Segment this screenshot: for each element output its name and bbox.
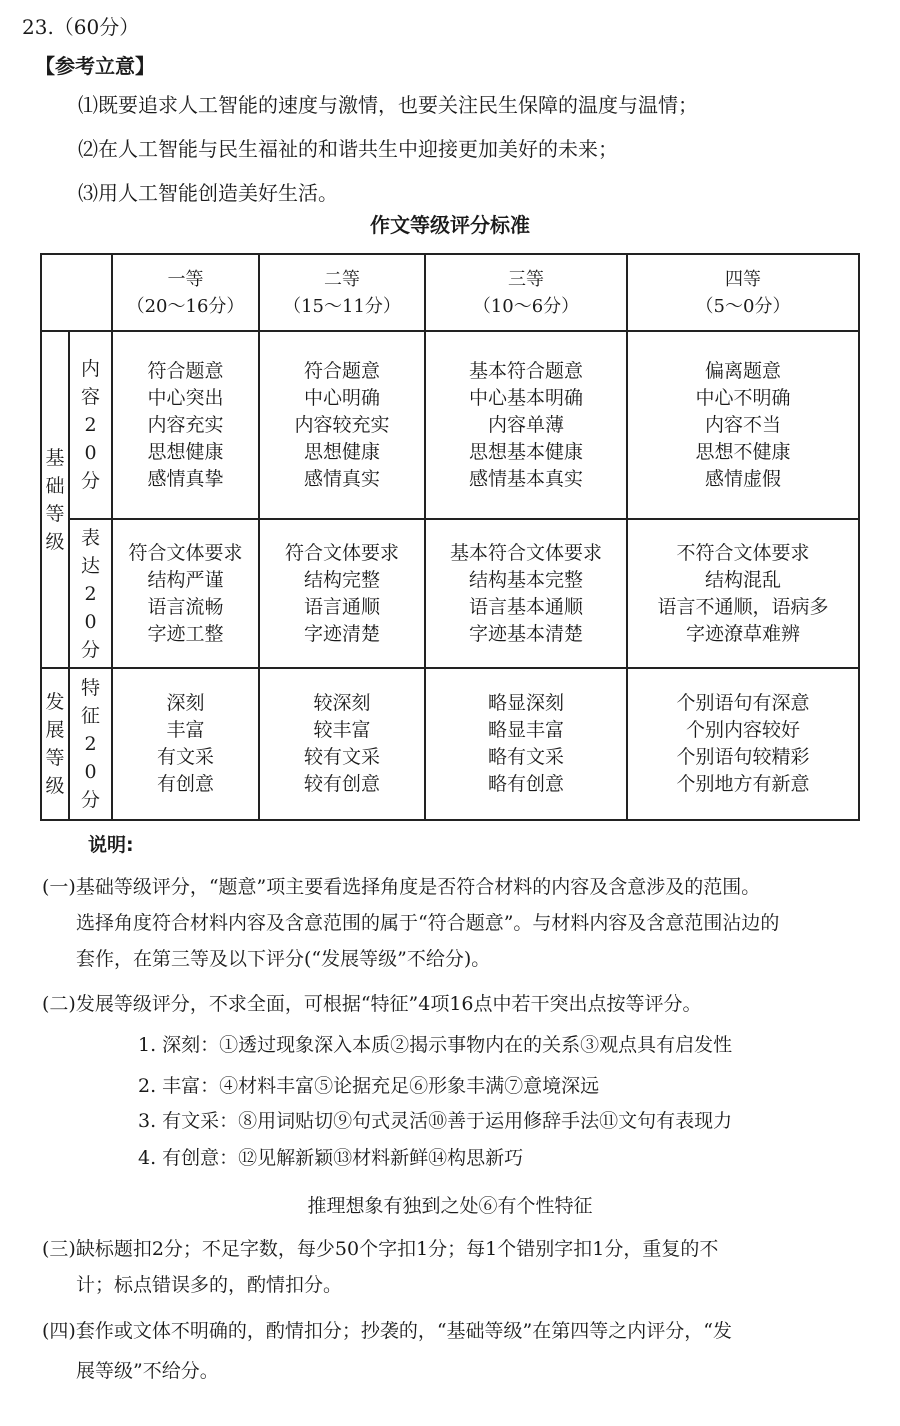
features-cell-3: 略显深刻 略显丰富 略有文采 略有创意 — [425, 668, 627, 820]
features-label: 特征20分 — [69, 668, 112, 820]
grade-header-4 — [627, 254, 859, 331]
content-label: 内容20分 — [69, 331, 112, 519]
note-2-item-3: 3. 有文采：⑧用词贴切⑨句式灵活⑩善于运用修辞手法⑪文句有表现力 — [138, 1110, 733, 1132]
content-cell-4: 偏离题意 中心不明确 内容不当 思想不健康 感情虚假 — [627, 331, 859, 519]
expression-cell-4: 不符合文体要求 结构混乱 语言不通顺，语病多 字迹潦草难辨 — [627, 519, 859, 668]
note-2-item-2: 2. 丰富：④材料丰富⑤论据充足⑥形象丰满⑦意境深远 — [138, 1075, 600, 1097]
expression-cell-2: 符合文体要求 结构完整 语言通顺 字迹清楚 — [259, 519, 425, 668]
grade-name: 四等 — [725, 268, 761, 290]
grade-name: 一等 — [167, 268, 204, 290]
note-1-line-3: 套作，在第三等及以下评分(“发展等级”不给分)。 — [76, 948, 491, 970]
idea-2: ⑵在人工智能与民生福祉的和谐共生中迎接更加美好的未来； — [78, 137, 618, 161]
note-1-line-1: (一)基础等级评分，“题意”项主要看选择角度是否符合材料的内容及含意涉及的范围。 — [42, 876, 761, 898]
question-number: 23.（60分） — [22, 15, 140, 39]
grade-range: （5～0分） — [695, 295, 791, 317]
content-row — [41, 331, 859, 519]
grade-range: （10～6分） — [472, 295, 580, 317]
scoring-table — [40, 253, 860, 821]
note-3-line-2: 计；标点错误多的，酌情扣分。 — [76, 1274, 343, 1296]
note-2-item-4: 4. 有创意：⑫见解新颖⑬材料新鲜⑭构思新巧 — [138, 1147, 524, 1169]
reference-header: 【参考立意】 — [35, 54, 155, 78]
basic-level-label: 基础等级 — [41, 331, 69, 668]
features-row — [41, 668, 859, 820]
grade-header-3 — [425, 254, 627, 331]
features-cell-1: 深刻 丰富 有文采 有创意 — [112, 668, 259, 820]
note-1-line-2: 选择角度符合材料内容及含意范围的属于“符合题意”。与材料内容及含意范围沾边的 — [76, 912, 780, 934]
features-cell-4: 个别语句有深意 个别内容较好 个别语句较精彩 个别地方有新意 — [627, 668, 859, 820]
content-cell-1: 符合题意 中心突出 内容充实 思想健康 感情真挚 — [112, 331, 259, 519]
table-title: 作文等级评分标准 — [370, 213, 530, 237]
grade-header-2 — [259, 254, 425, 331]
header-corner-cell — [41, 254, 112, 331]
note-2-extra: 推理想象有独到之处⑥有个性特征 — [307, 1195, 593, 1217]
grade-range: （15～11分） — [283, 295, 401, 317]
development-level-label: 发展等级 — [41, 668, 69, 820]
expression-cell-3: 基本符合文体要求 结构基本完整 语言基本通顺 字迹基本清楚 — [425, 519, 627, 668]
table-header-row — [41, 254, 859, 331]
idea-1: ⑴既要追求人工智能的速度与激情，也要关注民生保障的温度与温情； — [78, 93, 698, 117]
note-4-line-1: (四)套作或文体不明确的，酌情扣分；抄袭的，“基础等级”在第四等之内评分，“发 — [42, 1320, 732, 1342]
expression-row — [41, 519, 859, 668]
features-cell-2: 较深刻 较丰富 较有文采 较有创意 — [259, 668, 425, 820]
note-4-line-2: 展等级”不给分。 — [76, 1360, 219, 1382]
expression-cell-1: 符合文体要求 结构严谨 语言流畅 字迹工整 — [112, 519, 259, 668]
grade-range: （20～16分） — [126, 295, 245, 317]
note-3-line-1: (三)缺标题扣2分；不足字数，每少50个字扣1分；每1个错别字扣1分，重复的不 — [42, 1238, 719, 1260]
content-cell-2: 符合题意 中心明确 内容较充实 思想健康 感情真实 — [259, 331, 425, 519]
content-cell-3: 基本符合题意 中心基本明确 内容单薄 思想基本健康 感情基本真实 — [425, 331, 627, 519]
note-2: (二)发展等级评分，不求全面，可根据“特征”4项16点中若干突出点按等评分。 — [42, 993, 702, 1015]
grade-name: 三等 — [508, 268, 544, 290]
expression-label: 表达20分 — [69, 519, 112, 668]
notes-header: 说明: — [88, 834, 134, 856]
idea-3: ⑶用人工智能创造美好生活。 — [78, 181, 338, 205]
grade-header-1 — [112, 254, 259, 331]
note-2-item-1: 1. 深刻：①透过现象深入本质②揭示事物内在的关系③观点具有启发性 — [138, 1034, 733, 1056]
grade-name: 二等 — [324, 268, 360, 290]
